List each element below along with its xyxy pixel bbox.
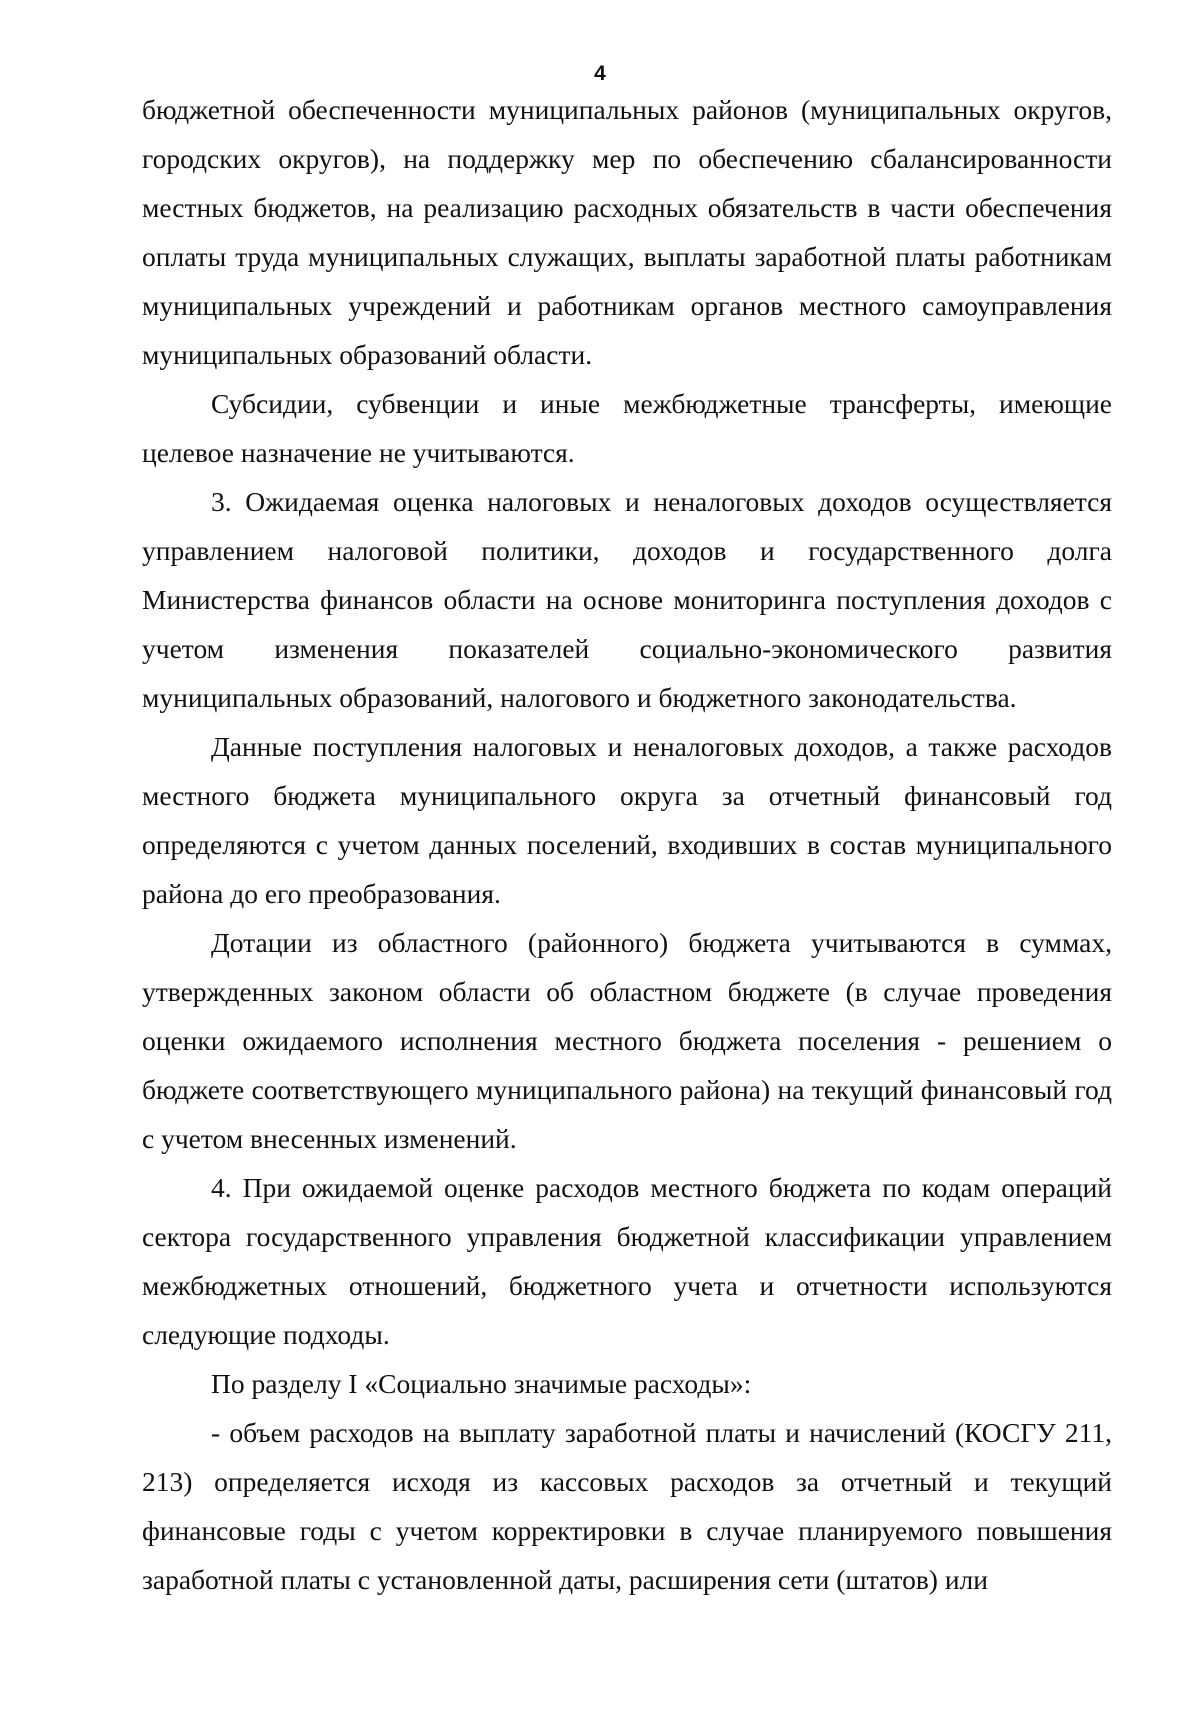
paragraph-item-3: 3. Ожидаемая оценка налоговых и неналоговых доходов осуществляется управлением налоговой политики, доходов и государственного долга Министерства финансов области на основе мониторинга поступления доходов с учетом изменения показателей социально-экономического развития муниципальных образований, налогового и бюджетного законодательства. xyxy=(142,486,1112,713)
document-body xyxy=(142,85,1112,1604)
paragraph-subsidies: Субсидии, субвенции и иные межбюджетные трансферты, имеющие целевое назначение не учитываются. xyxy=(142,388,1112,468)
paragraph-grants: Дотации из областного (районного) бюджета учитываются в суммах, утвержденных законом области об областном бюджете (в случае проведения оценки ожидаемого исполнения местного бюджета поселения - решением о бюджете соответствующего муниципального района) на текущий финансовый год с учетом внесенных изменений. xyxy=(142,927,1112,1154)
paragraph-salary-expenses: - объем расходов на выплату заработной платы и начислений (КОСГУ 211, 213) определяется исходя из кассовых расходов за отчетный и текущий финансовые годы с учетом корректировки в случае планируемого повышения заработной платы с установленной даты, расширения сети (штатов) или xyxy=(142,1417,1112,1595)
page-number: 4 xyxy=(594,62,606,85)
paragraph-item-4: 4. При ожидаемой оценке расходов местного бюджета по кодам операций сектора государственного управления бюджетной классификации управлением межбюджетных отношений, бюджетного учета и отчетности используются следующие подходы. xyxy=(142,1172,1112,1350)
paragraph-revenue-data: Данные поступления налоговых и неналоговых доходов, а также расходов местного бюджета муниципального округа за отчетный финансовый год определяются с учетом данных поселений, входивших в состав муниципального района до его преобразования. xyxy=(142,731,1112,909)
paragraph-continuation: бюджетной обеспеченности муниципальных районов (муниципальных округов, городских округов), на поддержку мер по обеспечению сбалансированности местных бюджетов, на реализацию расходных обязательств в части обеспечения оплаты труда муниципальных служащих, выплаты заработной платы работникам муниципальных учреждений и работникам органов местного самоуправления муниципальных образований области. xyxy=(142,94,1112,370)
paragraph-section-1-heading: По разделу I «Социально значимые расходы»: xyxy=(211,1368,752,1399)
